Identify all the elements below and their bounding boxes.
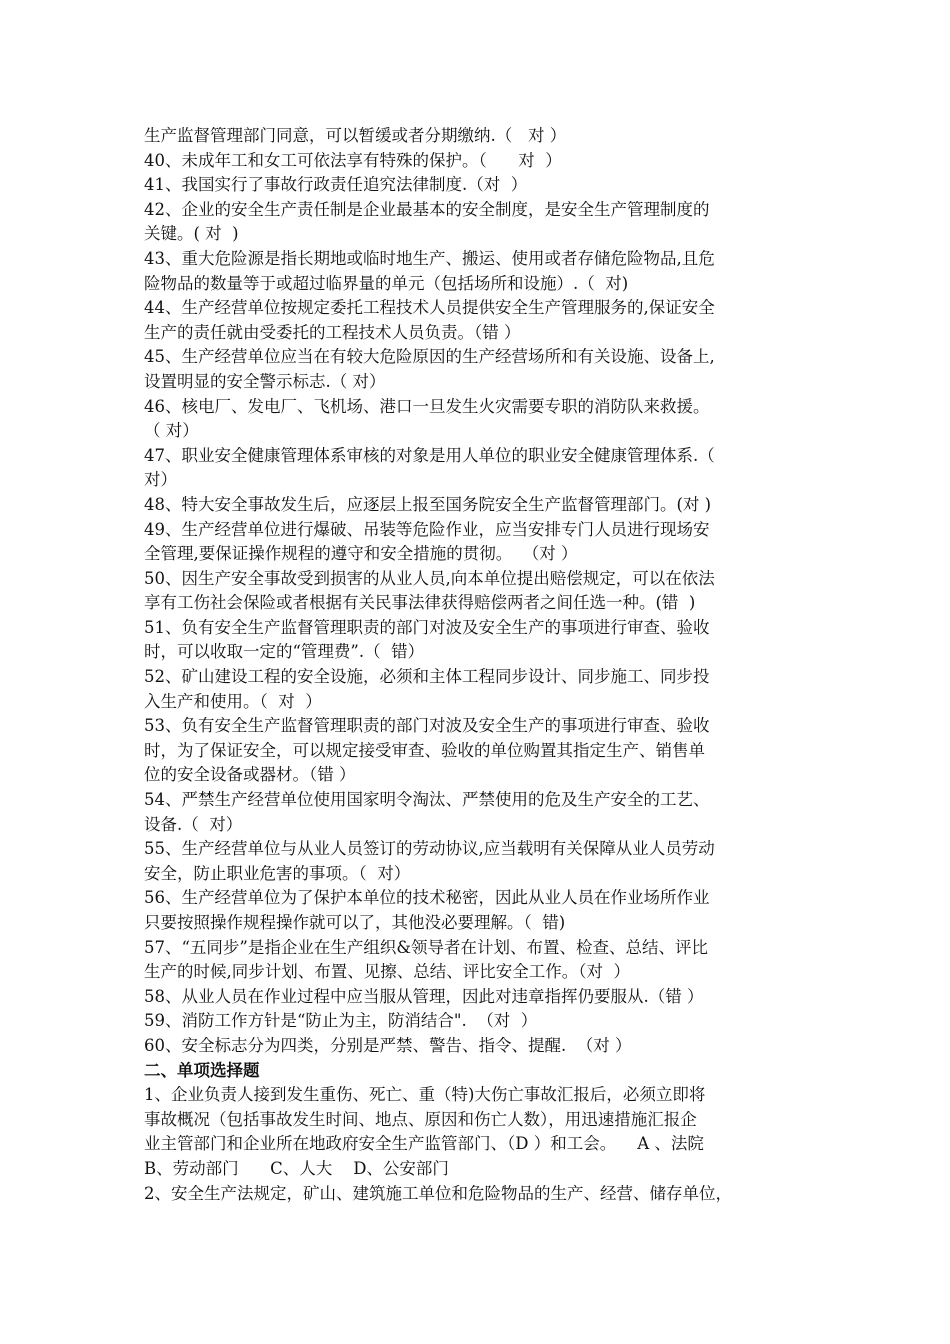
- text-line: 60、安全标志分为四类，分别是严禁、警告、指令、提醒. （对 ）: [144, 1035, 632, 1055]
- text-line: 54、严禁生产经营单位使用国家明令淘汰、严禁使用的危及生产安全的工艺、: [144, 790, 710, 810]
- text-line: 生产的责任就由受委托的工程技术人员负责。（错 ）: [144, 322, 521, 342]
- text-line: 40、未成年工和女工可依法享有特殊的保护。（ 对 ）: [144, 150, 562, 170]
- text-line: 43、重大危险源是指长期地或临时地生产、搬运、使用或者存储危险物品,且危: [144, 248, 715, 268]
- text-line: 57、“五同步”是指企业在生产组织&领导者在计划、布置、检查、总结、评比: [144, 937, 709, 957]
- text-line: 48、特大安全事故发生后，应逐层上报至国务院安全生产监督管理部门。(对 ): [144, 494, 712, 514]
- text-line: 51、负有安全生产监督管理职责的部门对波及安全生产的事项进行审查、验收: [144, 617, 710, 637]
- text-line: 1、企业负责人接到发生重伤、死亡、重（特)大伤亡事故汇报后，必须立即将: [144, 1085, 706, 1105]
- text-line: 58、从业人员在作业过程中应当服从管理，因此对违章指挥仍要服从.（错 ）: [144, 986, 704, 1006]
- document-page: [144, 124, 824, 1206]
- text-line: 险物品的数量等于或超过临界量的单元（包括场所和设施）.（ 对): [144, 273, 629, 293]
- text-line: 45、生产经营单位应当在有较大危险原因的生产经营场所和有关设施、设备上,: [144, 347, 715, 367]
- text-line: 全管理,要保证操作规程的遵守和安全措施的贯彻。 （对 ）: [144, 544, 578, 564]
- text-line: 生产的时候,同步计划、布置、见擦、总结、评比安全工作。（对 ）: [144, 962, 630, 982]
- text-line: 42、企业的安全生产责任制是企业最基本的安全制度，是安全生产管理制度的: [144, 199, 710, 219]
- text-line: 59、消防工作方针是“防止为主，防消结合". （对 ）: [144, 1011, 538, 1031]
- text-line: 设备.（ 对）: [144, 814, 243, 834]
- text-line: B、劳动部门 C、人大 D、公安部门: [144, 1158, 449, 1178]
- text-line: 对）: [144, 470, 177, 490]
- text-line: 50、因生产安全事故受到损害的从业人员,向本单位提出赔偿规定，可以在依法: [144, 568, 715, 588]
- text-line: 46、核电厂、发电厂、飞机场、港口一旦发生火灾需要专职的消防队来救援。: [144, 396, 710, 416]
- text-line: 享有工伤社会保险或者根据有关民事法律获得赔偿两者之间任选一种。(错 ): [144, 593, 696, 613]
- text-line: 41、我国实行了事故行政责任追究法律制度.（对 ）: [144, 175, 528, 195]
- text-line: 关键。( 对 ): [144, 224, 239, 244]
- text-line: 生产监督管理部门同意，可以暂缓或者分期缴纳.（ 对 ）: [144, 126, 567, 145]
- text-line: 安全，防止职业危害的事项。（ 对）: [144, 863, 411, 883]
- text-line: 44、生产经营单位按规定委托工程技术人员提供安全生产管理服务的,保证安全: [144, 298, 715, 318]
- text-line: 56、生产经营单位为了保护本单位的技术秘密，因此从业人员在作业场所作业: [144, 888, 710, 908]
- text-line: 2、安全生产法规定，矿山、建筑施工单位和危险物品的生产、经营、储存单位，: [144, 1183, 732, 1203]
- text-line: （ 对）: [144, 421, 199, 441]
- text-line: 入生产和使用。（ 对 ）: [144, 691, 322, 711]
- text-line: 47、职业安全健康管理体系审核的对象是用人单位的职业安全健康管理体系.（: [144, 445, 715, 465]
- section-heading: 二、单项选择题: [144, 1060, 260, 1080]
- text-line: 52、矿山建设工程的安全设施，必须和主体工程同步设计、同步施工、同步投: [144, 667, 710, 687]
- text-line: 时，可以收取一定的“管理费”.（ 错）: [144, 642, 425, 662]
- text-line: 事故概况（包括事故发生时间、地点、原因和伤亡人数），用迅速措施汇报企: [144, 1109, 697, 1129]
- text-line: 设置明显的安全警示标志.（ 对）: [144, 371, 386, 391]
- text-line: 只要按照操作规程操作就可以了，其他没必要理解。（ 错): [144, 913, 566, 932]
- text-line: 业主管部门和企业所在地政府安全生产监管部门、（D ）和工会。 A 、法院: [144, 1134, 704, 1154]
- text-line: 49、生产经营单位进行爆破、吊装等危险作业，应当安排专门人员进行现场安: [144, 519, 710, 539]
- text-line: 55、生产经营单位与从业人员签订的劳动协议,应当载明有关保障从业人员劳动: [144, 839, 715, 859]
- text-line: 53、负有安全生产监督管理职责的部门对波及安全生产的事项进行审查、验收: [144, 716, 710, 736]
- text-line: 位的安全设备或器材。（错 ）: [144, 765, 356, 785]
- text-line: 时，为了保证安全，可以规定接受审查、验收的单位购置其指定生产、销售单: [144, 740, 705, 760]
